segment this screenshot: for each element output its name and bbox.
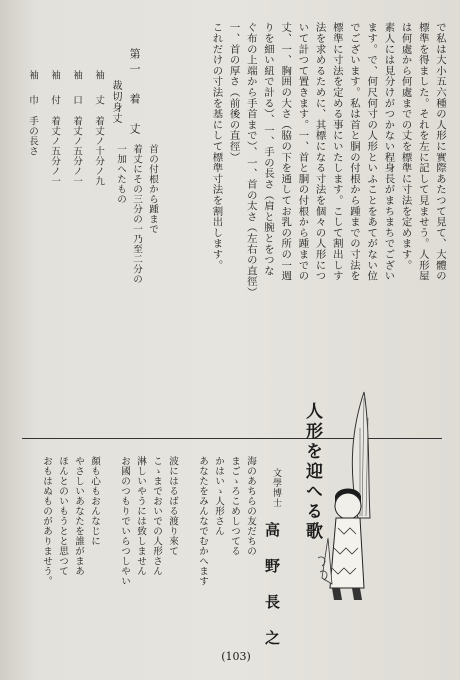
table-label: 袖 付 [49,70,60,108]
article-line: 素人には見分けがつかない程身長がまちまちでござい [382,22,395,282]
poem-line: おもはぬものがありませう。 [41,456,52,586]
poem-line: まごゝろこめしつてる [229,456,240,556]
article-line: これだけの寸法を基にして標準寸法を割出します。 [210,22,223,271]
article-line: ます。で、何尺何寸の人形といふことをあてがない位 [365,22,378,282]
article-line: 法を求めるために、其標になる寸法を個々の人形につ [313,22,326,282]
table-value: 着丈ノ五分ノ一 [71,116,82,186]
poem-line: あなたをみんなでむかへます [197,456,208,586]
poem-line: 海のあちらの友だちの [245,456,256,556]
article-line: 標準に寸法を定める事にいたします。こして割出しす [330,22,343,282]
poem-line: ほんとのいもうとと思つて [57,456,68,576]
article-line: 一、首の厚さ（前後の直徑） [227,22,240,163]
section-line: 首の付根から踵まで [147,144,158,234]
section-title: 第一 着 丈 [128,48,141,138]
poem-title: 人形を迎へる歌 [302,402,322,542]
table-value: 着丈ノ十分ノ九 [93,116,104,186]
table-value: 手の長さ [27,116,38,156]
section-subtitle: 裁切身丈 [110,80,121,124]
article-line: でございます。私は首と胴の付根から踵までの寸法を [348,22,360,282]
article-line: りを細い紐で計る）、一、手の長さ（肩と腕とをつな [262,22,274,276]
article-line: いて計つて置きます。一、首と胴の付根から踵までの [296,22,309,282]
article-line: は何處から何處までの丈を標準に寸法を定めます。 [399,22,412,271]
poem-line: 波にはるばる渡り來て [167,456,178,556]
table-label: 袖 巾 [27,70,38,108]
poem-line: やさしいあなたを誰がまあ [73,456,84,576]
section-line: 一加へたもの [115,144,126,204]
poem-line: 淋しいやうには致しません [135,456,146,576]
article-line: ぐ布の上端から手首まで）、一、首の太さ（左右の直徑） [244,22,257,298]
table-label: 袖 口 [71,70,82,108]
poem-author: 高 野 長 之 [263,522,281,648]
poem-line: お國のつもりでいらつしやい [119,456,130,586]
article-line: 丈、一、胸囲の大さ（脇の下を通してお乳の所の一週 [279,22,292,282]
article-line: 標準を得ました。それを左に記して見ませう。人形屋 [416,22,429,282]
poem-line: 顏も心もおんなじに [89,456,100,546]
poem-author-role: 文學博士 [271,468,281,508]
poem-line: かはいゝ人形さん [213,456,224,536]
article-line: で私は大小五六種の人形に實際あたつて見て、大體の [434,22,446,282]
table-value: 着丈ノ五分ノ一 [49,116,60,186]
doll-illustration [318,388,390,608]
poem-line: こゝまでおいでの人形さん [151,456,162,576]
section-line: 着丈にその三分の一乃至二分の [131,144,142,284]
table-label: 袖 丈 [93,70,104,108]
page-number: (103) [221,650,251,663]
